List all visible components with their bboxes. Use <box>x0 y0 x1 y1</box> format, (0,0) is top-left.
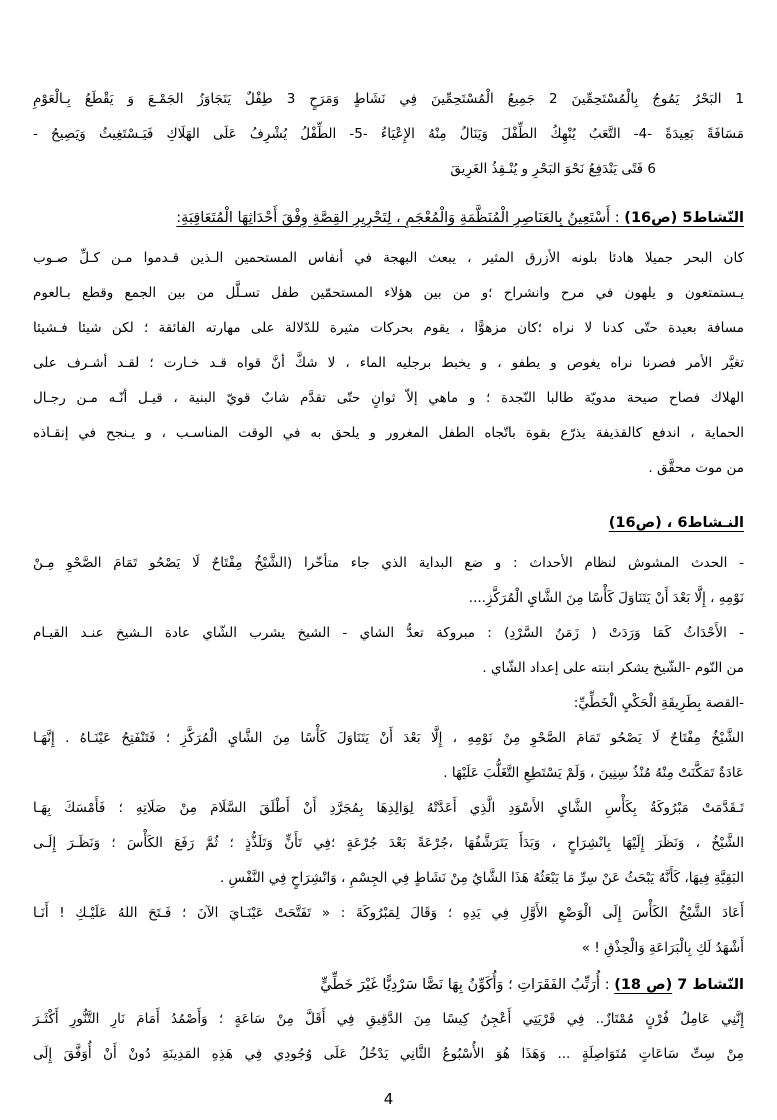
paragraph-line: مسافة بعيدة حتّى كدنا لا نراه ؛كان مزهوًّا ، يقوم بحركات مثيرة للدّلالة على مهارته الفائقة ؛ لكن شيئا فـشيئا <box>33 320 744 336</box>
activity6-heading <box>33 508 744 538</box>
activity6-story <box>33 721 744 966</box>
activity5-heading-label: النّشاط5 (ص16) <box>624 210 744 226</box>
paragraph-line: يـستمتعون و يلهون في مرح وانشراح ؛و من بين هؤلاء المستحمّين طفل تسـلَّل من بين الجمع وقطع بـالعوم <box>33 285 744 301</box>
activity5-paragraph <box>33 241 744 486</box>
story-line: البَقِيَّةِ فِيهَا، كَأَنَّهُ يَبْحَثُ عَنْ سِرِّ مَا يَبْعَثُهُ هَذَا الشَّايُ مِنْ نَشَاطٍ فِي الجِسْمِ ، وَانْشِرَاحٍ فِي النَّفْسِ . <box>219 870 744 886</box>
intro-line-2: مَسَافَةً بَعِيدَةً -4- التَّعَبُ يُنْهِكُ الطِّفْلَ وَيَنَالُ مِنْهُ الإِعْيَاءُ -5- الطِّفْلُ يُشْرِفُ عَلَى الهَلَاكِ فَيَـسْتَغِيثُ وَيَصِيحُ - <box>33 126 745 142</box>
paragraph-line: مِنْ سِتِّ سَاعَاتٍ مُتَوَاصِلَةٍ ... وَهَذَا هُوَ الأُسْبُوعُ الثَّانِي يَدْخُلُ عَلَى وُجُودِي فِي هَذِهِ المَدِينَةِ دُونْ أَنْ أُوَفَّقَ إِلَى <box>33 1046 744 1062</box>
intro-line-1: 1 البَحْرُ يَمُوجُ بِالْمُسْتَحِمِّينَ 2 جَمِيعُ الْمُسْتَحِمِّينَ فِي نَشَاطٍ وَمَرَحٍ 3 طِفْلٌ يَتَجَاوَزُ الجَمْـعَ وَ يَقْطَعُ بِـالْعَوْمِ <box>33 91 744 107</box>
activity7-heading-text: : أُرَتِّبُ الفَقَرَاتِ ؛ وَأُكَوِّنُ بِهَا نَصًّا سَرْدِيًّا غَيْرَ خَطِّيٍّ <box>320 977 615 993</box>
paragraph-line: الحماية ، اندفع كالقذيفة يذرّع بقوة باتّجاه الطفل المغرور و يلحق به في الوقت المناسـب ، و يـنجح في إنقـاذه <box>33 425 744 441</box>
activity6-notes <box>33 546 744 721</box>
activity6-heading-label: النـشاط6 ، (ص16) <box>608 515 744 531</box>
activity7-paragraph <box>33 1002 744 1072</box>
story-line: أَشْهَدُ لَكِ بِالْبَرَاعَةِ وَالْحِذْقِ ! » <box>581 940 744 956</box>
note-line: - الأَحْدَاثُ كَمَا وَرَدَتْ ( زَمَنُ السَّرْدِ) : مبروكة تعدُّ الشاي - الشيخ يشرب الشّاي عادة الـشيخ عنـد القيـام <box>33 625 744 641</box>
paragraph-line: الهلاك فصاح صيحة مدويّة طالبا النّجدة ؛ و ماهي إلاّ ثوانٍ حتّى تقدَّم شابٌ قويّ البنية ، قيـل أنّـه مـن رجـال <box>33 390 744 406</box>
note-line: -القصة بِطَرِيقَةِ الْحَكْيِ الْخَطِّيِّ: <box>573 695 744 711</box>
activity7-heading-page-ref: (ص 18) <box>614 977 673 993</box>
note-line: نَوْمِهِ ، إِلَّا بَعْدَ أَنْ يَتَنَاوَلَ كَأْسًا مِنَ الشَّايِ الْمُرَكَّزِ.... <box>468 590 744 606</box>
activity5-heading <box>33 203 744 233</box>
intro-line-3: 6 فَتًى يَنْدَفِعُ نَحْوَ البَحْرِ و يُنْـقِذُ الغَرِيقَ <box>450 161 656 177</box>
paragraph-line: إِنَّنِي عَامِلُ فُرْنٍ مُمْتَازٌ.. فِي قَرْيَتِي أَعْجِنُ كِيسًا مِنَ الدَّقِيقِ فِي أَقَلَّ مِنْ سَاعَةٍ ؛ وَأَصْمُدُ أَمَامَ نَارِ التَّنُّورِ أَكْثَـرَ <box>33 1011 744 1027</box>
story-line: الشَّيْخُ مِفْتَاحٌ لَا يَصْحُو تَمَامَ الصَّحْوِ مِنْ نَوْمِهِ ، إِلَّا بَعْدَ أَنْ يَتَنَاوَلَ كَأْسًا مِنَ الشَّايِ الْمُرَكَّزِ ؛ فَتَنْفَتِحُ عَيْنَـاهُ . إِنَّهَـا <box>33 730 744 746</box>
paragraph-line: كان البحر جميلا هادئا بلونه الأزرق المثير ، يبعث البهجة في أنفاس المستحمين الـذين قـدموا مـن كـلِّ صـوب <box>33 250 744 266</box>
note-line: من النّوم -الشّيخ يشكر ابنته على إعداد الشّاي . <box>482 660 744 676</box>
numbered-sentences-block <box>33 82 744 187</box>
story-line: الشَّيْخُ ، وَنَظَرَ إِلَيْهَا بِانْشِرَاحٍ ، وَبَدَأَ يَتَرَشَّفُهَا ،جُرْعَةً بَعْدَ جُرْعَةٍ ؛فِي تَأَنٍّ وَتَلَذُّذٍ ؛ ثُمَّ رَفَعَ الكَأْسَ ؛ وَنَظَـرَ إِلَـى <box>33 835 744 851</box>
activity7-heading <box>33 970 744 1000</box>
page-number: 4 <box>383 1090 394 1108</box>
note-line: - الحدث المشوش لنظام الأحداث : و ضع البداية الذي جاء متأخّرا (الشَّيْخُ مِفْتَاحٌ لَا يَصْحُو تَمَامَ الصَّحْوِ مِـنْ <box>33 555 744 571</box>
story-line: أَعَادَ الشَّيْخُ الكَأْسَ إِلَى الْوَضْعِ الأَوَّلِ فِي يَدِهِ ؛ وَقَالَ لِمَبْرُوكَةَ : « تَفَتَّحَتْ عَيْنَـايَ الآنَ ؛ فَـتَحَ اللهُ عَلَيْـكِ ! أَنَـا <box>33 905 744 921</box>
paragraph-line: تغيَّر الأمر فصرنا نراه يغوص و يطفو ، و يخبط برجليه الماء ، لا شكَّ أنَّ قواه قـد خـارت ؛ لقـد أشـرف على <box>33 355 744 371</box>
activity5-heading-text: : أَسْتَعِينُ بِالعَنَاصِرِ الْمُنَظَّمَةِ وَالْمُعْجَمِ ، لِتَحْرِيرِ القِصَّةِ وِفْقَ أَحْدَاثِهَا الْمُتَعَاقِبَةِ: <box>176 210 625 226</box>
activity5-heading-underline <box>176 210 744 226</box>
activity7-heading-label: النّشاط 7 <box>672 977 744 993</box>
paragraph-line: من موت محقَّق . <box>648 460 744 476</box>
story-line: تَـقَدَّمَتْ مَبْرُوكَةُ بِكَأْسِ الشَّايِ الأَسْوَدِ الَّذِي أَعَدَّتْهُ لِوَالِدِهَا بِمُجَرَّدِ أَنْ أَطْلَقَ السَّلَامَ مِنْ صَلَاتِهِ ؛ فَأَمْسَكَ بِهَـا <box>33 800 744 816</box>
story-line: عَادَةٌ تَمَكَّنَتْ مِنْهُ مُنْذُ سِنِينَ ، وَلَمْ يَسْتَطِعِ التَّغَلُّبَ عَلَيْهَا . <box>443 765 744 781</box>
